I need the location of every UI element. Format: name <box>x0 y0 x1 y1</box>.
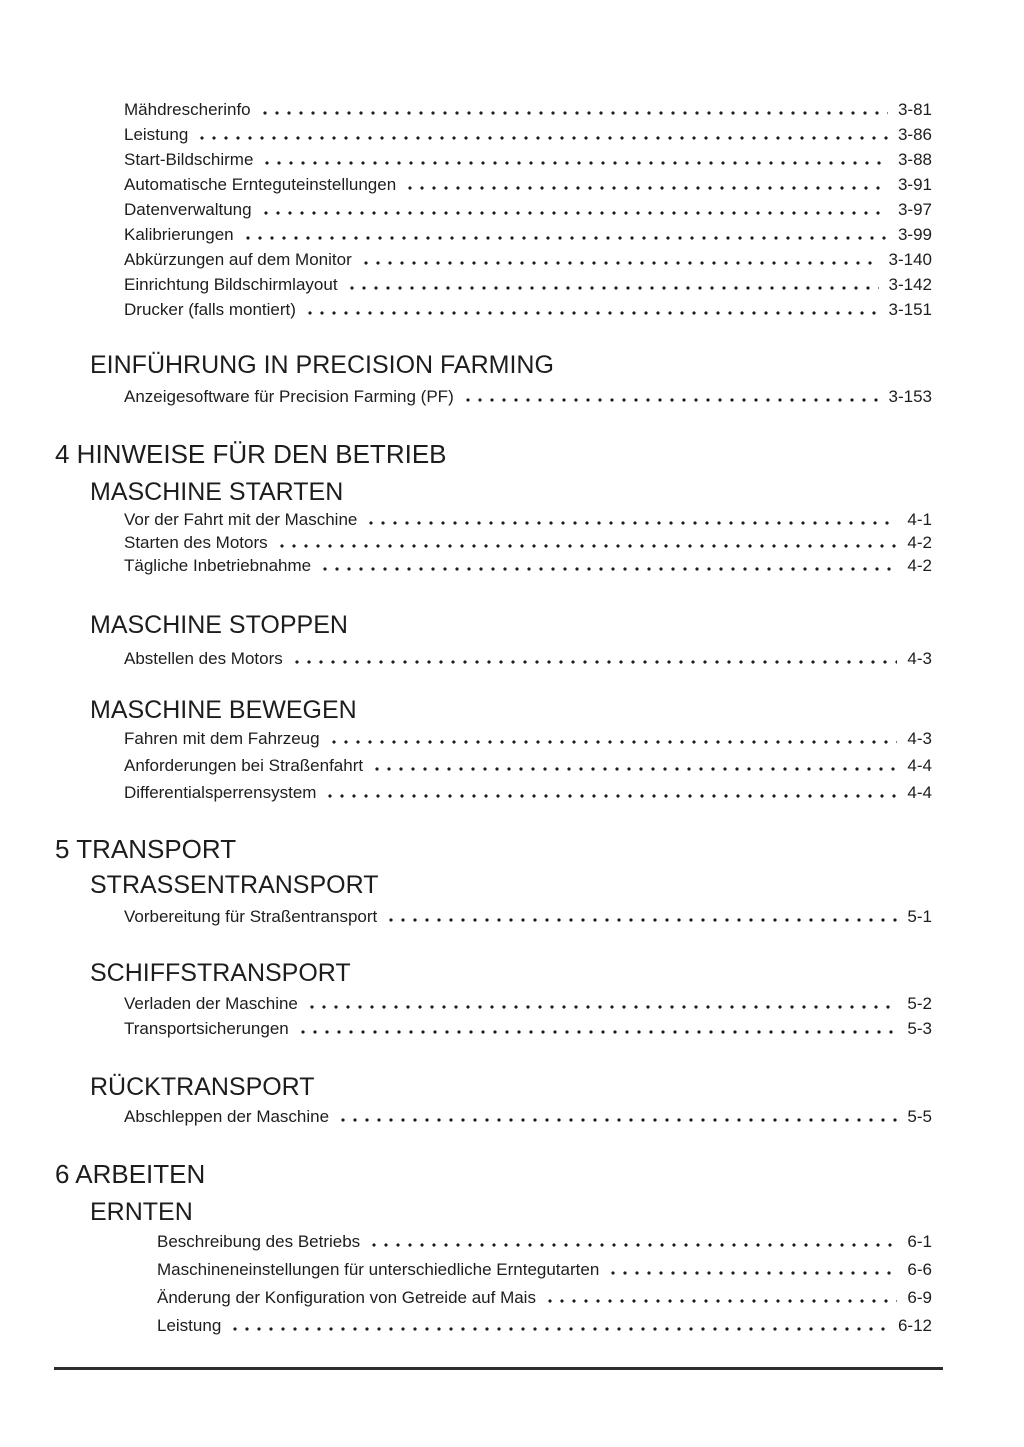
toc-entry-page: 3-151 <box>888 300 932 319</box>
dot-leader <box>337 1118 897 1122</box>
toc-entry-page: 4-2 <box>907 556 932 575</box>
toc-entry-page: 4-3 <box>907 729 932 748</box>
toc-entry-row <box>124 991 932 1016</box>
toc-entry-row <box>124 297 932 322</box>
section-heading-ernten: ERNTEN <box>90 1198 193 1226</box>
dot-leader <box>371 767 897 771</box>
toc-entry-label: Vorbereitung für Straßentransport <box>124 907 378 926</box>
toc-entry-row <box>157 1312 932 1340</box>
toc-entry-label: Automatische Ernteguteinstellungen <box>124 175 397 194</box>
toc-entry-row <box>124 531 932 554</box>
section-heading-schiffstransport: SCHIFFSTRANSPORT <box>90 959 351 987</box>
dot-leader <box>319 567 897 571</box>
toc-entry-label: Fahren mit dem Fahrzeug <box>124 729 320 748</box>
dot-leader <box>385 918 897 922</box>
toc-entry-page: 3-88 <box>897 150 932 169</box>
toc-entry-label: Kalibrierungen <box>124 225 234 244</box>
toc-entry-row <box>124 752 932 779</box>
section-heading-maschine-bewegen: MASCHINE BEWEGEN <box>90 696 357 724</box>
dot-leader <box>462 398 879 402</box>
toc-entry-page: 3-140 <box>888 250 932 269</box>
dot-leader <box>306 1005 898 1009</box>
dot-leader <box>544 1299 897 1303</box>
section-heading-einfuehrung: EINFÜHRUNG IN PRECISION FARMING <box>90 351 554 379</box>
toc-entry-page: 4-1 <box>907 510 932 529</box>
toc-entry-label: Anforderungen bei Straßenfahrt <box>124 756 364 775</box>
dot-leader <box>368 1243 897 1247</box>
toc-entry-row <box>124 1016 932 1041</box>
toc-entry-label: Anzeigesoftware für Precision Farming (PF) <box>124 387 454 406</box>
toc-entry-row <box>157 1228 932 1256</box>
toc-entry-page: 3-81 <box>897 100 932 119</box>
toc-entry-label: Abstellen des Motors <box>124 649 283 668</box>
toc-entry-page: 4-3 <box>907 649 932 668</box>
dot-leader <box>328 740 898 744</box>
toc-entry-label: Abkürzungen auf dem Monitor <box>124 250 352 269</box>
toc-entry-label: Änderung der Konfiguration von Getreide auf Mais <box>157 1288 536 1307</box>
toc-entry-label: Differentialsperrensystem <box>124 783 317 802</box>
dot-leader <box>607 1271 897 1275</box>
dot-leader <box>276 544 898 548</box>
toc-entry-row <box>124 147 932 172</box>
toc-entry-row <box>124 197 932 222</box>
toc-entry-label: Beschreibung des Betriebs <box>157 1232 361 1251</box>
toc-entry-row <box>124 97 932 122</box>
dot-leader <box>304 311 879 315</box>
toc-entry-page: 3-86 <box>897 125 932 144</box>
dot-leader <box>259 111 888 115</box>
dot-leader <box>365 521 897 525</box>
toc-entry-label: Verladen der Maschine <box>124 994 298 1013</box>
toc-entry-row <box>124 384 932 409</box>
toc-entry-page: 3-153 <box>888 387 932 406</box>
toc-entry-row <box>124 1104 932 1129</box>
toc-entry-label: Start-Bildschirme <box>124 150 254 169</box>
toc-entry-label: Starten des Motors <box>124 533 268 552</box>
toc-entry-page: 6-9 <box>907 1288 932 1307</box>
toc-entry-label: Maschineneinstellungen für unterschiedliche Erntegutarten <box>157 1260 600 1279</box>
dot-leader <box>261 161 888 165</box>
toc-entry-row <box>124 122 932 147</box>
chapter-heading-6: 6 ARBEITEN <box>55 1159 206 1189</box>
chapter-heading-5: 5 TRANSPORT <box>55 834 237 864</box>
toc-entry-page: 5-1 <box>907 907 932 926</box>
section-heading-maschine-stoppen: MASCHINE STOPPEN <box>90 611 348 639</box>
section-heading-strassentransport: STRASSENTRANSPORT <box>90 871 379 899</box>
toc-entry-page: 4-4 <box>907 783 932 802</box>
dot-leader <box>360 261 879 265</box>
toc-entry-label: Abschleppen der Maschine <box>124 1107 330 1126</box>
toc-entry-row <box>124 725 932 752</box>
toc-entry-label: Drucker (falls montiert) <box>124 300 296 319</box>
toc-entry-page: 4-2 <box>907 533 932 552</box>
toc-entry-page: 4-4 <box>907 756 932 775</box>
section-heading-ruecktransport: RÜCKTRANSPORT <box>90 1073 315 1101</box>
toc-entry-row <box>124 554 932 577</box>
section-heading-maschine-starten: MASCHINE STARTEN <box>90 478 344 506</box>
dot-leader <box>260 211 888 215</box>
toc-entry-page: 3-91 <box>897 175 932 194</box>
chapter-heading-4: 4 HINWEISE FÜR DEN BETRIEB <box>55 439 447 469</box>
toc-entry-page: 3-97 <box>897 200 932 219</box>
toc-entry-row <box>124 247 932 272</box>
dot-leader <box>346 286 879 290</box>
toc-entry-row <box>124 904 932 929</box>
toc-entry-row <box>124 508 932 531</box>
toc-entry-page: 3-99 <box>897 225 932 244</box>
toc-entry-label: Mähdrescherinfo <box>124 100 251 119</box>
toc-entry-page: 5-3 <box>907 1019 932 1038</box>
toc-entry-label: Vor der Fahrt mit der Maschine <box>124 510 358 529</box>
toc-entry-row <box>124 779 932 806</box>
toc-entry-page: 5-2 <box>907 994 932 1013</box>
toc-entry-row <box>157 1256 932 1284</box>
toc-entry-row <box>124 646 932 671</box>
dot-leader <box>324 794 897 798</box>
dot-leader <box>196 136 888 140</box>
toc-entry-label: Leistung <box>157 1316 222 1335</box>
toc-entry-row <box>124 172 932 197</box>
dot-leader <box>291 660 898 664</box>
toc-entry-label: Tägliche Inbetriebnahme <box>124 556 312 575</box>
toc-entry-page: 3-142 <box>888 275 932 294</box>
toc-entry-label: Transportsicherungen <box>124 1019 289 1038</box>
toc-entry-label: Datenverwaltung <box>124 200 252 219</box>
footer-rule <box>54 1367 943 1370</box>
toc-entry-page: 5-5 <box>907 1107 932 1126</box>
dot-leader <box>229 1327 888 1331</box>
toc-entry-page: 6-12 <box>897 1316 932 1335</box>
toc-entry-page: 6-1 <box>907 1232 932 1251</box>
toc-entry-row <box>124 222 932 247</box>
dot-leader <box>297 1030 898 1034</box>
toc-entry-page: 6-6 <box>907 1260 932 1279</box>
toc-entry-row <box>124 272 932 297</box>
toc-entry-row <box>157 1284 932 1312</box>
dot-leader <box>404 186 888 190</box>
dot-leader <box>242 236 888 240</box>
toc-entry-label: Einrichtung Bildschirmlayout <box>124 275 338 294</box>
toc-entry-label: Leistung <box>124 125 189 144</box>
